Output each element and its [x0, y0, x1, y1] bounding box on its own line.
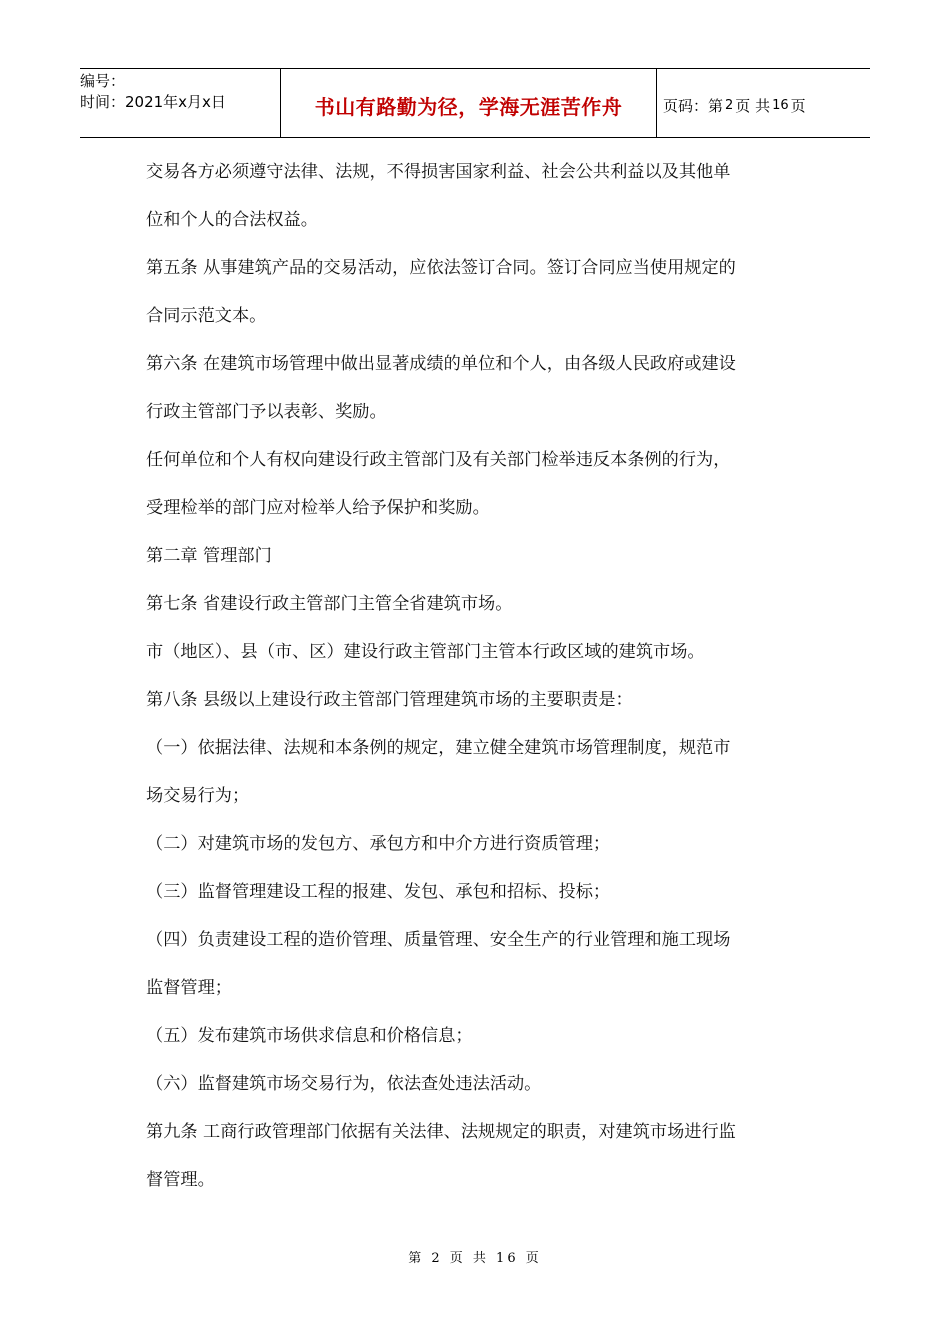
body-line: 行政主管部门予以表彰、奖励。: [146, 402, 387, 422]
body-line: 第九条 工商行政管理部门依据有关法律、法规规定的职责，对建筑市场进行监: [146, 1122, 736, 1142]
list-item-line: 场交易行为；: [146, 786, 250, 806]
page-label-mid: 页 共: [735, 96, 771, 115]
page-current: 2: [725, 97, 734, 113]
list-item-line: （五）发布建筑市场供求信息和价格信息；: [146, 1026, 473, 1046]
body-line: 受理检举的部门应对检举人给予保护和奖励。: [146, 498, 490, 518]
page-label-prefix: 页码：第: [663, 96, 724, 115]
body-line: 第八条 县级以上建设行政主管部门管理建筑市场的主要职责是：: [146, 690, 633, 710]
list-item-line: （二）对建筑市场的发包方、承包方和中介方进行资质管理；: [146, 834, 611, 854]
list-item-line: （四）负责建设工程的造价管理、质量管理、安全生产的行业管理和施工现场: [146, 930, 731, 950]
body-line: 位和个人的合法权益。: [146, 210, 318, 230]
page-total: 16: [772, 97, 789, 113]
chapter-heading: 第二章 管理部门: [146, 546, 272, 566]
list-item-line: 监督管理；: [146, 978, 232, 998]
body-line: 交易各方必须遵守法律、法规，不得损害国家利益、社会公共利益以及其他单: [146, 162, 731, 182]
body-line: 任何单位和个人有权向建设行政主管部门及有关部门检举违反本条例的行为，: [146, 450, 731, 470]
header-motto: 书山有路勤为径，学海无涯苦作舟: [281, 69, 657, 137]
header-meta: [80, 69, 281, 137]
document-number-label: 编号：: [80, 72, 126, 90]
page-label-suffix: 页: [790, 96, 806, 115]
list-item-line: （三）监督管理建设工程的报建、发包、承包和招标、投标；: [146, 882, 611, 902]
body-line: 督管理。: [146, 1170, 215, 1190]
document-time-label: 时间：2021年x月x日: [80, 93, 226, 111]
page-header: [80, 68, 870, 138]
body-line: 合同示范文本。: [146, 306, 267, 326]
header-page-indicator: [657, 69, 870, 137]
body-line: 第六条 在建筑市场管理中做出显著成绩的单位和个人，由各级人民政府或建设: [146, 354, 736, 374]
list-item-line: （一）依据法律、法规和本条例的规定，建立健全建筑市场管理制度，规范市: [146, 738, 731, 758]
page-footer: 第 2 页 共 16 页: [408, 1251, 542, 1266]
body-line: 第七条 省建设行政主管部门主管全省建筑市场。: [146, 594, 513, 614]
document-body: [146, 148, 816, 1204]
list-item-line: （六）监督建筑市场交易行为，依法查处违法活动。: [146, 1074, 542, 1094]
body-line: 第五条 从事建筑产品的交易活动，应依法签订合同。签订合同应当使用规定的: [146, 258, 736, 278]
body-line: 市（地区）、县（市、区）建设行政主管部门主管本行政区域的建筑市场。: [146, 642, 705, 662]
